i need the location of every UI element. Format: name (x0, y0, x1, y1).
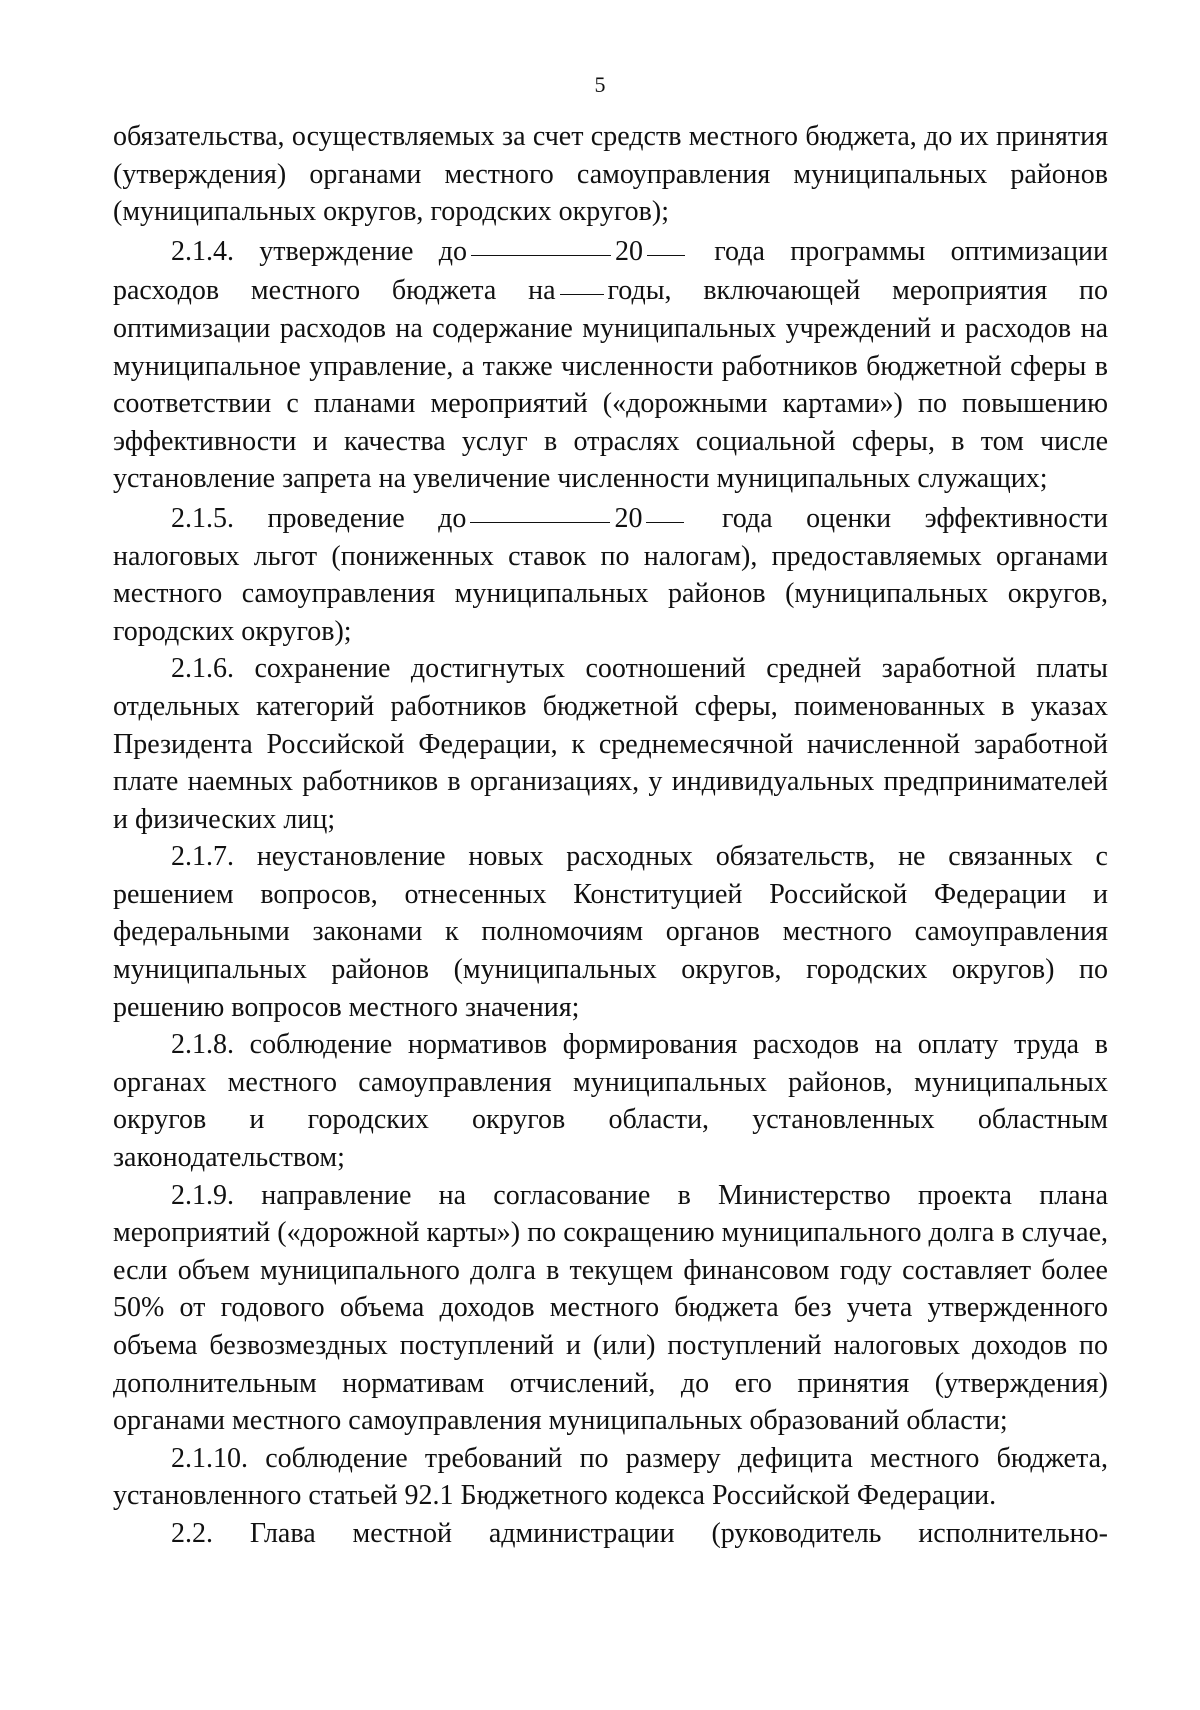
paragraph-2-1-4-text-a: 2.1.4. утверждение до (171, 235, 467, 267)
blank-date-field (471, 227, 611, 256)
blank-year-field (646, 494, 684, 523)
paragraph-2-1-5-text-b: 20 (614, 502, 643, 534)
paragraph-2-1-4-text-c: года программы оптимизации расходов местного бюджета на (113, 235, 1108, 307)
paragraph-2-1-4-text-b: 20 (614, 235, 643, 267)
paragraph-2-1-8: 2.1.8. соблюдение нормативов формирования расходов на оплату труда в органах местного самоуправления муниципальных районов, муниципальных округов и городских округов области, установленных областным законодательством; (113, 1029, 1108, 1174)
blank-years-field (560, 266, 604, 295)
paragraph-2-1-5 (113, 498, 1108, 650)
paragraph-2-1-5-text-a: 2.1.5. проведение до (171, 502, 467, 534)
paragraph-2-1-4-text-d: годы, включающей мероприятия по оптимизации расходов на содержание муниципальных учреждений и расходов на муниципальное управление, а также численности работников бюджетной сферы в соответствии с планами мероприятий («дорожными картами») по повышению эффективности и качества услуг в отраслях социальной сферы, в том числе установление запрета на увеличение численности муниципальных служащих; (113, 275, 1108, 495)
paragraph-2-1-4 (113, 231, 1108, 498)
paragraph-2-1-9: 2.1.9. направление на согласование в Министерство проекта плана мероприятий («дорожной карты») по сокращению муниципального долга в случае, если объем муниципального долга в текущем финансовом году составляет более 50% от годового объема доходов местного бюджета без учета утвержденного объема безвозмездных поступлений и (или) поступлений налоговых доходов по дополнительным нормативам отчислений, до его принятия (утверждения) органами местного самоуправления муниципальных образований области; (113, 1179, 1108, 1437)
blank-year-field (647, 227, 685, 256)
paragraph-2-1-6: 2.1.6. сохранение достигнутых соотношений средней заработной платы отдельных категорий работников бюджетной сферы, поименованных в указах Президента Российской Федерации, к среднемесячной начисленной заработной плате наемных работников в организациях, у индивидуальных предпринимателей и физических лиц; (113, 653, 1108, 835)
paragraph-2-1-5-text-c: года оценки эффективности налоговых льгот (пониженных ставок по налогам), предоставляемых органами местного самоуправления муниципальных районов (муниципальных округов, городских округов); (113, 502, 1109, 647)
document-body (113, 118, 1108, 1553)
page-number: 5 (594, 72, 606, 97)
paragraph-continuation: обязательства, осуществляемых за счет средств местного бюджета, до их принятия (утверждения) органами местного самоуправления муниципальных районов (муниципальных округов, городских округов); (113, 121, 1108, 228)
paragraph-2-2: 2.2. Глава местной администрации (руководитель исполнительно- (171, 1517, 1108, 1549)
paragraph-2-1-10: 2.1.10. соблюдение требований по размеру дефицита местного бюджета, установленного статьей 92.1 Бюджетного кодекса Российской Федерации. (113, 1442, 1108, 1512)
blank-date-field (470, 494, 610, 523)
paragraph-2-1-7: 2.1.7. неустановление новых расходных обязательств, не связанных с решением вопросов, отнесенных Конституцией Российской Федерации и федеральными законами к полномочиям органов местного самоуправления муниципальных районов (муниципальных округов, городских округов) по решению вопросов местного значения; (113, 841, 1108, 1023)
